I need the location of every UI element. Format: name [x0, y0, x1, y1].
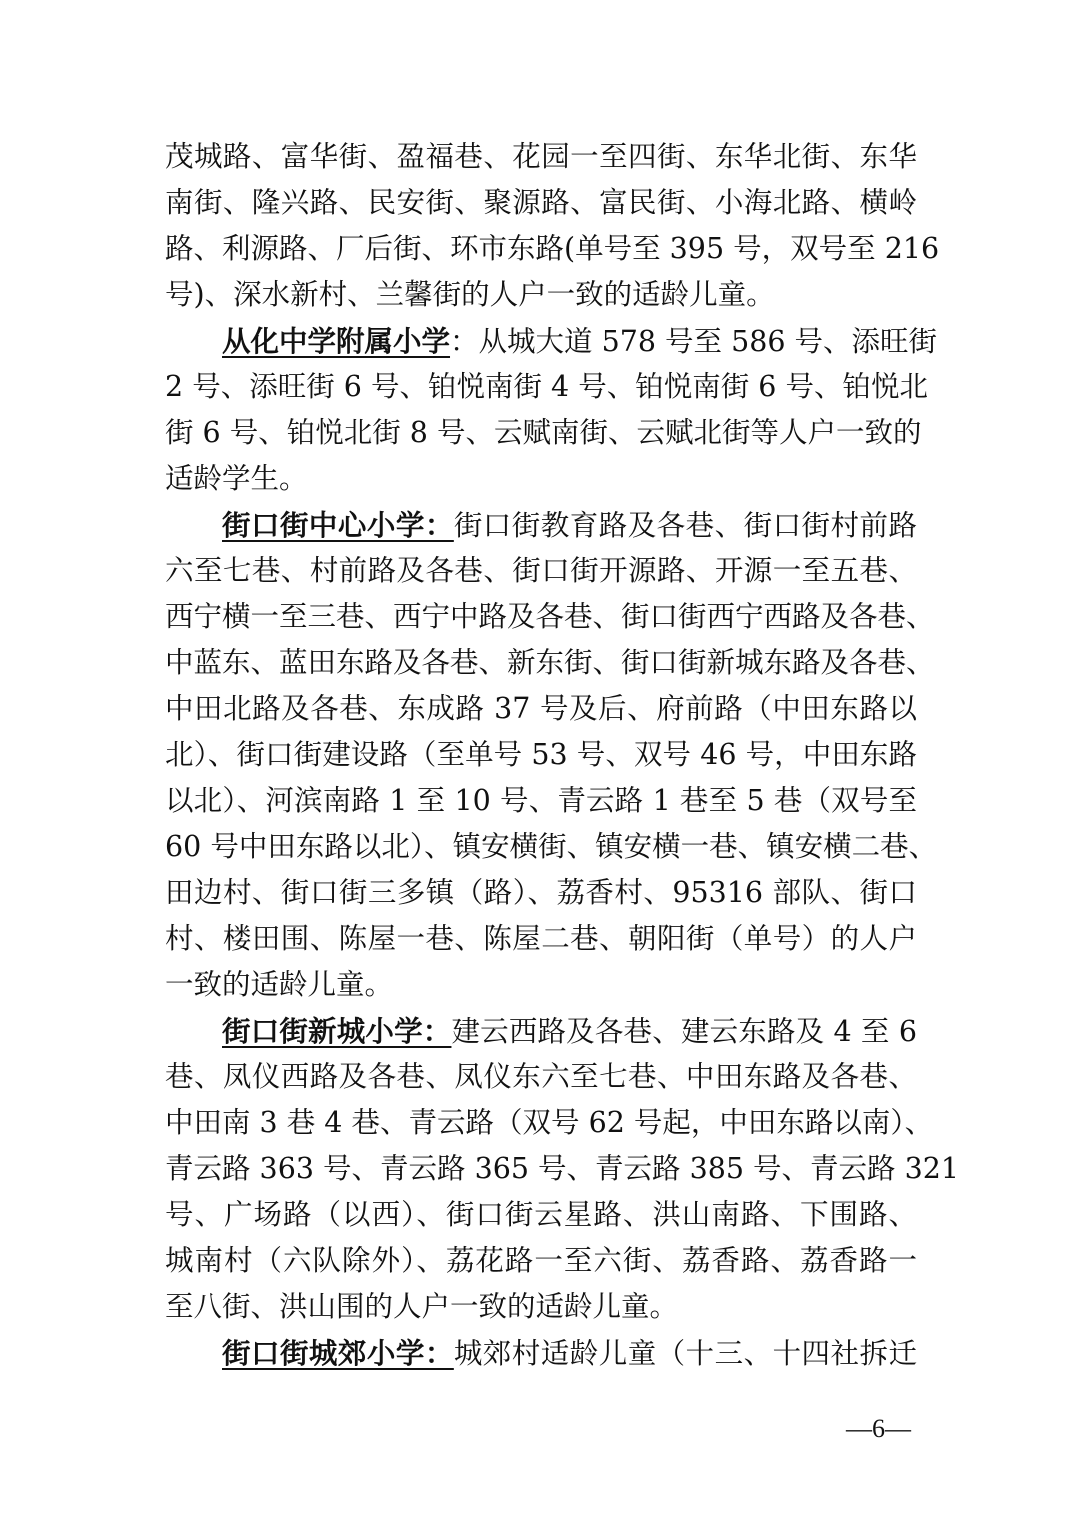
- paragraph-first-line: [165, 502, 917, 548]
- text-line: 南街、隆兴路、民安街、聚源路、富民街、小海北路、横岭: [165, 186, 917, 219]
- school-name: 街口街城郊小学：: [222, 1336, 454, 1370]
- paragraph-text: ：从城大道 578 号至 586 号、添旺街: [450, 325, 938, 358]
- text-line: 青云路 363 号、青云路 365 号、青云路 385 号、青云路 321: [165, 1152, 960, 1185]
- text-line: 2 号、添旺街 6 号、铂悦南街 4 号、铂悦南街 6 号、铂悦北: [165, 370, 928, 403]
- text-line: 号)、深水新村、兰馨街的人户一致的适龄儿童。: [165, 278, 775, 311]
- text-line: 中田北路及各巷、东成路 37 号及后、府前路（中田东路以: [165, 692, 917, 725]
- text-line: 中田南 3 巷 4 巷、青云路（双号 62 号起，中田东路以南）、: [165, 1106, 934, 1139]
- text-line: 一致的适龄儿童。: [165, 968, 394, 1001]
- text-line: 北）、街口街建设路（至单号 53 号、双号 46 号，中田东路: [165, 738, 917, 771]
- paragraph-first-line: [165, 1330, 917, 1376]
- text-line: 中蓝东、蓝田东路及各巷、新东街、街口街新城东路及各巷、: [165, 646, 935, 679]
- document-body: [165, 134, 960, 1376]
- paragraph-first-line: [165, 318, 938, 364]
- text-line: 茂城路、富华街、盈福巷、花园一至四街、东华北街、东华: [165, 140, 917, 173]
- page-number: —6—: [846, 1414, 911, 1443]
- text-line: 号、广场路（以西）、街口街云星路、洪山南路、下围路、: [165, 1198, 917, 1231]
- paragraph-text: 街口街教育路及各巷、街口街村前路: [453, 509, 917, 542]
- paragraph-first-line: [165, 1008, 917, 1054]
- text-line: 至八街、洪山围的人户一致的适龄儿童。: [165, 1290, 679, 1323]
- text-line: 六至七巷、村前路及各巷、街口街开源路、开源一至五巷、: [165, 554, 917, 587]
- text-line: 适龄学生。: [165, 462, 308, 495]
- text-line: 路、利源路、厂后街、环市东路(单号至 395 号，双号至 216: [165, 232, 940, 265]
- text-line: 60 号中田东路以北）、镇安横街、镇安横一巷、镇安横二巷、: [165, 830, 938, 863]
- school-name: 街口街新城小学：: [222, 1014, 452, 1048]
- text-line: 村、楼田围、陈屋一巷、陈屋二巷、朝阳街（单号）的人户: [165, 922, 917, 955]
- paragraph-text: 城郊村适龄儿童（十三、十四社拆迁: [453, 1337, 917, 1370]
- text-line: 以北）、河滨南路 1 至 10 号、青云路 1 巷至 5 巷（双号至: [165, 784, 917, 817]
- text-line: 西宁横一至三巷、西宁中路及各巷、街口街西宁西路及各巷、: [165, 600, 935, 633]
- text-line: 田边村、街口街三多镇（路）、荔香村、95316 部队、街口: [165, 876, 917, 909]
- text-line: 街 6 号、铂悦北街 8 号、云赋南街、云赋北街等人户一致的: [165, 416, 922, 449]
- school-name: 从化中学附属小学: [222, 324, 451, 358]
- text-line: 城南村（六队除外）、荔花路一至六街、荔香路、荔香路一: [165, 1244, 917, 1277]
- paragraph-text: 建云西路及各巷、建云东路及 4 至 6: [451, 1015, 917, 1048]
- school-name: 街口街中心小学：: [222, 508, 454, 542]
- text-line: 巷、凤仪西路及各巷、凤仪东六至七巷、中田东路及各巷、: [165, 1060, 917, 1093]
